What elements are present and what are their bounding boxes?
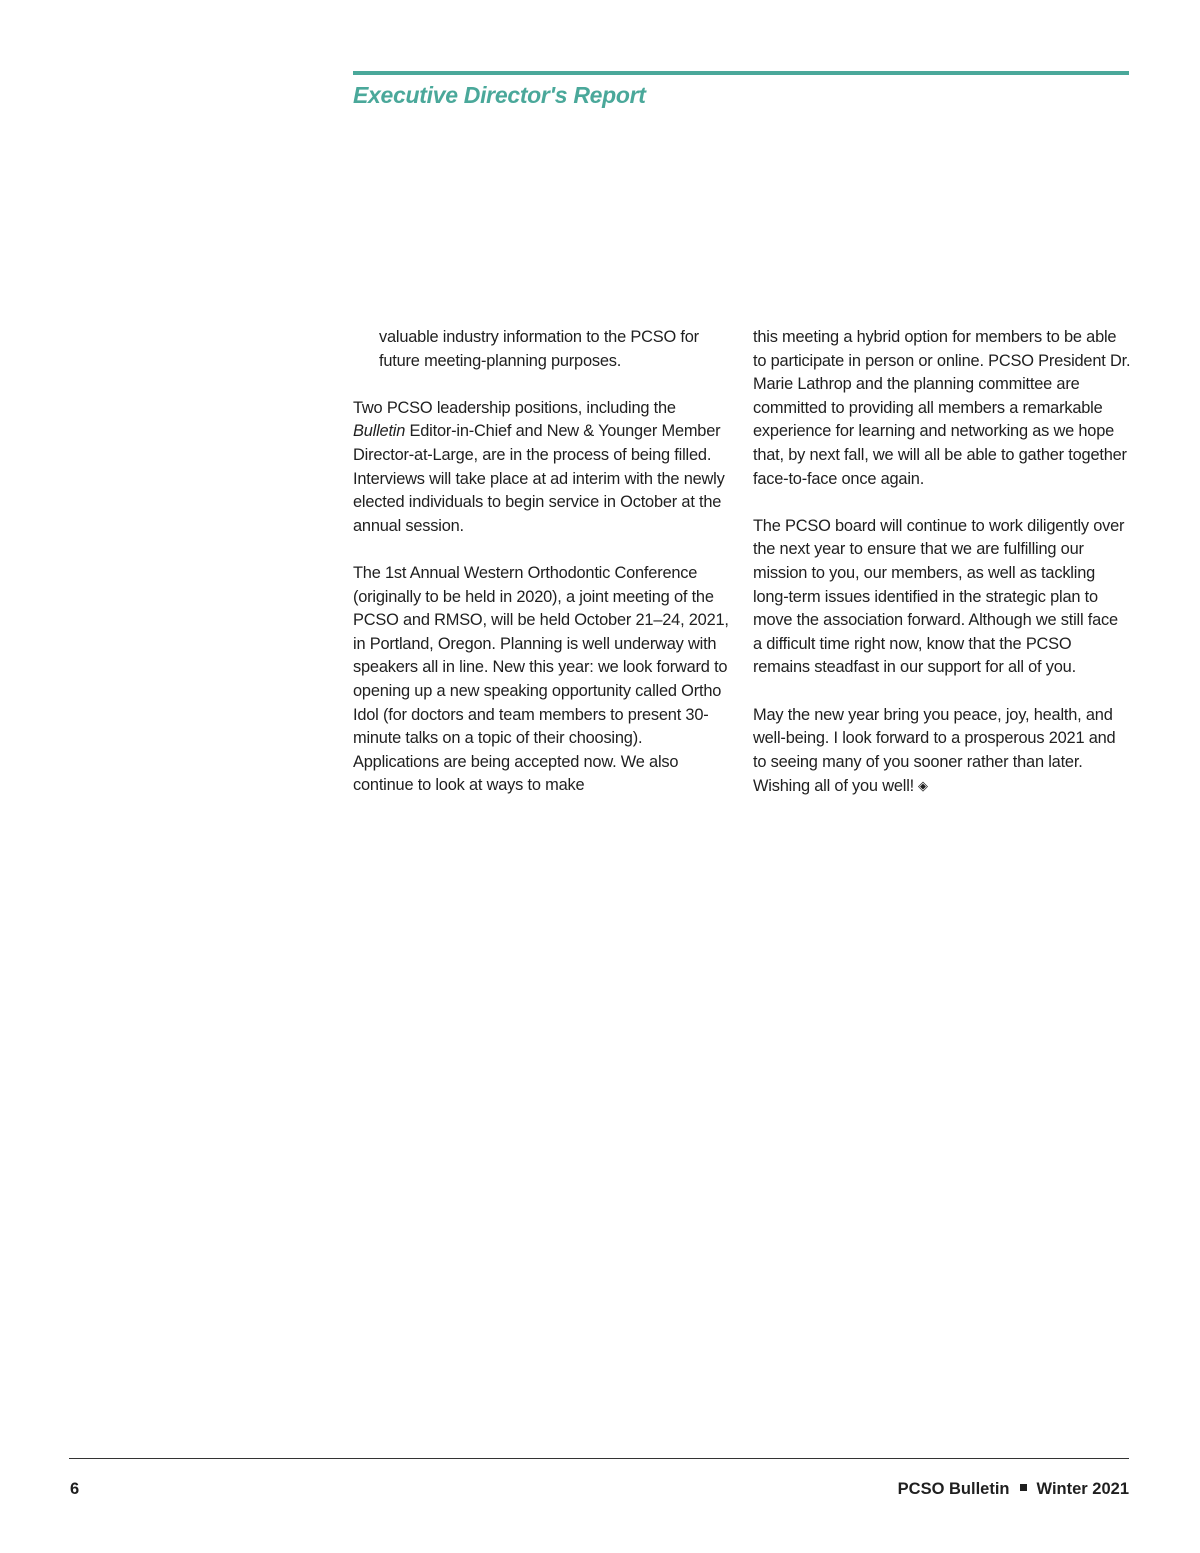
footer-publication: [898, 1480, 1129, 1499]
header-rule: [353, 71, 1129, 75]
article-paragraph: [353, 397, 731, 539]
page-number: 6: [70, 1480, 80, 1498]
article-paragraph: valuable industry information to the PCSO for future meeting-planning purposes.: [379, 328, 699, 370]
article-paragraph: The 1st Annual Western Orthodontic Conference (originally to be held in 2020), a joint meeting of the PCSO and RMSO, will be held October 21–24, 2021, in Portland, Oregon. Planning is well underway with speakers all in line. New this year: we look forward to opening up a new speaking opportunity called Ortho Idol (for doctors and team members to present 30-minute talks on a topic of their choosing). Applications are being accepted now. We also continue to look at ways to make: [353, 563, 729, 795]
publication-name: PCSO Bulletin: [897, 1480, 1010, 1498]
paragraph-text: Two PCSO leadership positions, including the: [353, 398, 676, 417]
article-column-right: [753, 326, 1131, 822]
end-of-article-icon: ◈: [918, 778, 928, 794]
paragraph-text: Editor-in-Chief and New & Younger Member Director-at-Large, are in the process of being filled. Interviews will take place at ad interim with the newly elected individuals to begin service in October at the annual session.: [353, 422, 725, 535]
article-paragraph: [753, 704, 1131, 799]
section-title: Executive Director's Report: [353, 82, 646, 108]
paragraph-text: May the new year bring you peace, joy, health, and well-being. I look forward to a prosperous 2021 and to seeing many of you sooner rather than later. Wishing all of you well!: [753, 705, 1116, 796]
footer-rule: [69, 1458, 1129, 1459]
article-column-left: [353, 326, 731, 821]
article-paragraph: this meeting a hybrid option for members to be able to participate in person or online. PCSO President Dr. Marie Lathrop and the planning committee are committed to providing all members a remarkable experience for learning and networking as we hope that, by next fall, we will all be able to gather together face-to-face once again.: [753, 328, 1131, 488]
square-separator-icon: [1020, 1484, 1027, 1491]
article-paragraph: The PCSO board will continue to work diligently over the next year to ensure that we are fulfilling our mission to you, our members, as well as tackling long-term issues identified in the strategic plan to move the association forward. Although we still face a difficult time right now, know that the PCSO remains steadfast in our support for all of you.: [753, 516, 1125, 677]
issue-label: Winter 2021: [1036, 1480, 1129, 1498]
publication-name-italic: Bulletin: [353, 422, 406, 441]
